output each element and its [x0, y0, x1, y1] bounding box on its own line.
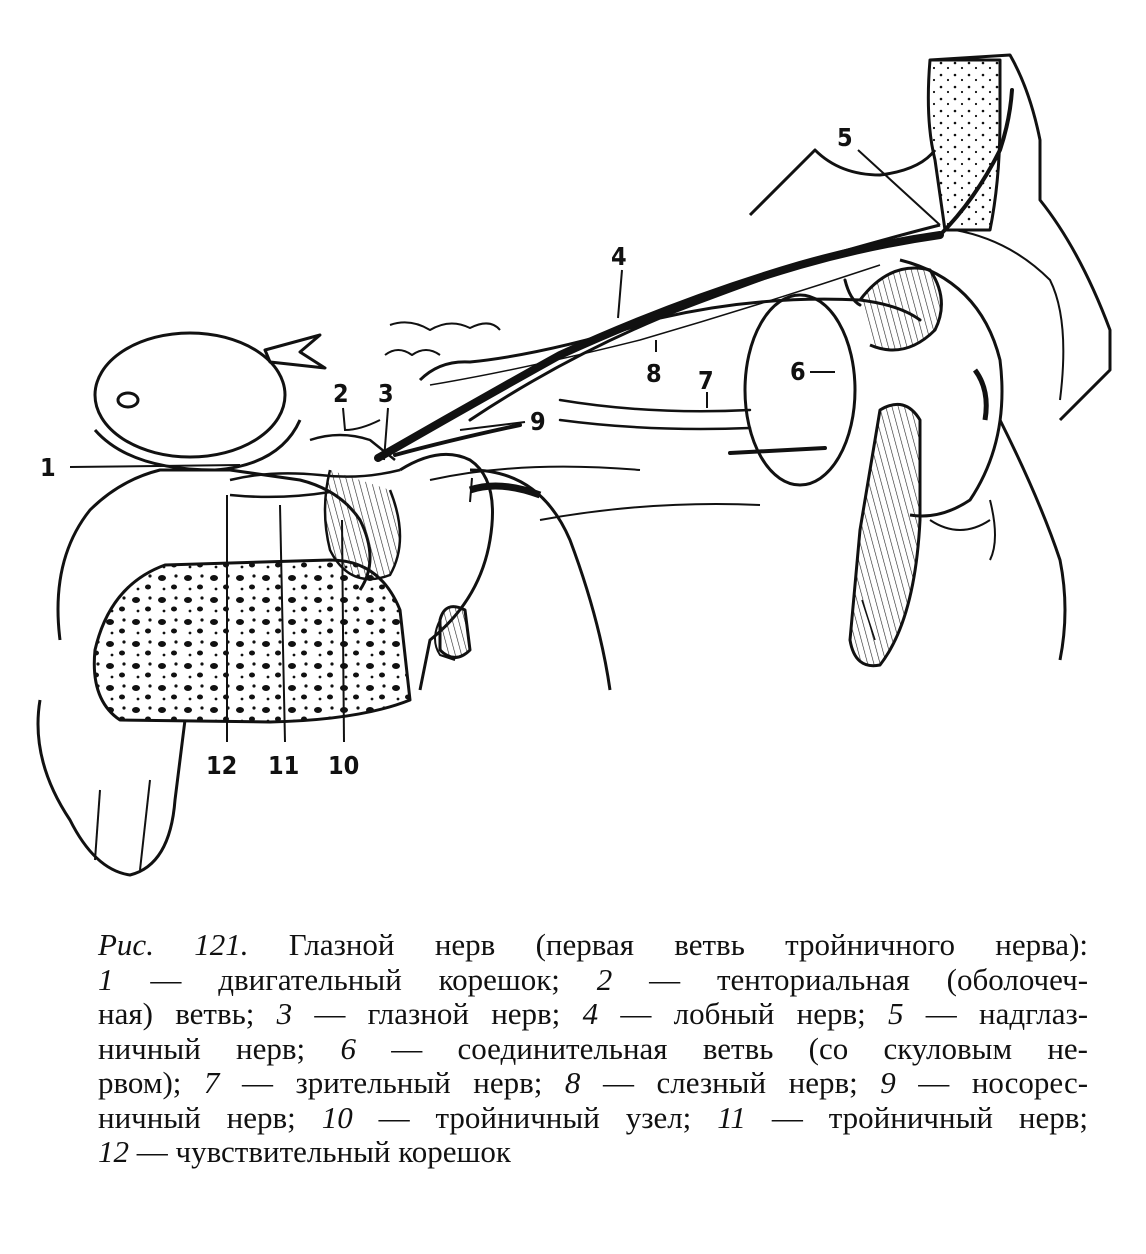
- callout-7: 7: [698, 366, 714, 395]
- callout-11: 11: [268, 751, 300, 780]
- callout-5: 5: [837, 123, 853, 152]
- callout-6: 6: [790, 357, 806, 386]
- callout-4: 4: [611, 242, 627, 271]
- callout-10: 10: [328, 751, 360, 780]
- callout-8: 8: [646, 359, 662, 388]
- caption-prefix: Рис. 121.: [98, 927, 249, 962]
- caption-title: Глазной нерв (первая ветвь тройничного нерва):: [288, 927, 1089, 962]
- caption-line-3: ная) ветвь; 3 — глазной нерв; 4 — лобный нерв; 5 — надглаз-: [98, 996, 1089, 1031]
- caption-line-6: ничный нерв; 10 — тройничный узел; 11 — тройничный нерв;: [98, 1099, 1089, 1135]
- skull-base-bone: [38, 333, 760, 875]
- callout-2: 2: [333, 379, 349, 408]
- caption-line-5: рвом); 7 — зрительный нерв; 8 — слезный нерв; 9 — носорес-: [98, 1065, 1089, 1100]
- caption-line-1: [98, 928, 1088, 963]
- figure-caption: [98, 928, 1088, 1170]
- callout-12: 12: [206, 751, 238, 780]
- caption-line-4: ничный нерв; 6 — соединительная ветвь (со скуловым не-: [98, 1030, 1089, 1066]
- caption-line-2: 1 — двигательный корешок; 2 — тенториальная (оболочеч-: [98, 961, 1089, 997]
- orbit-eyeball: [745, 260, 1065, 666]
- caption-line-7: 12 — чувствительный корешок: [98, 1134, 511, 1169]
- callout-9: 9: [530, 407, 546, 436]
- callout-1: 1: [40, 453, 56, 482]
- callout-3: 3: [378, 379, 394, 408]
